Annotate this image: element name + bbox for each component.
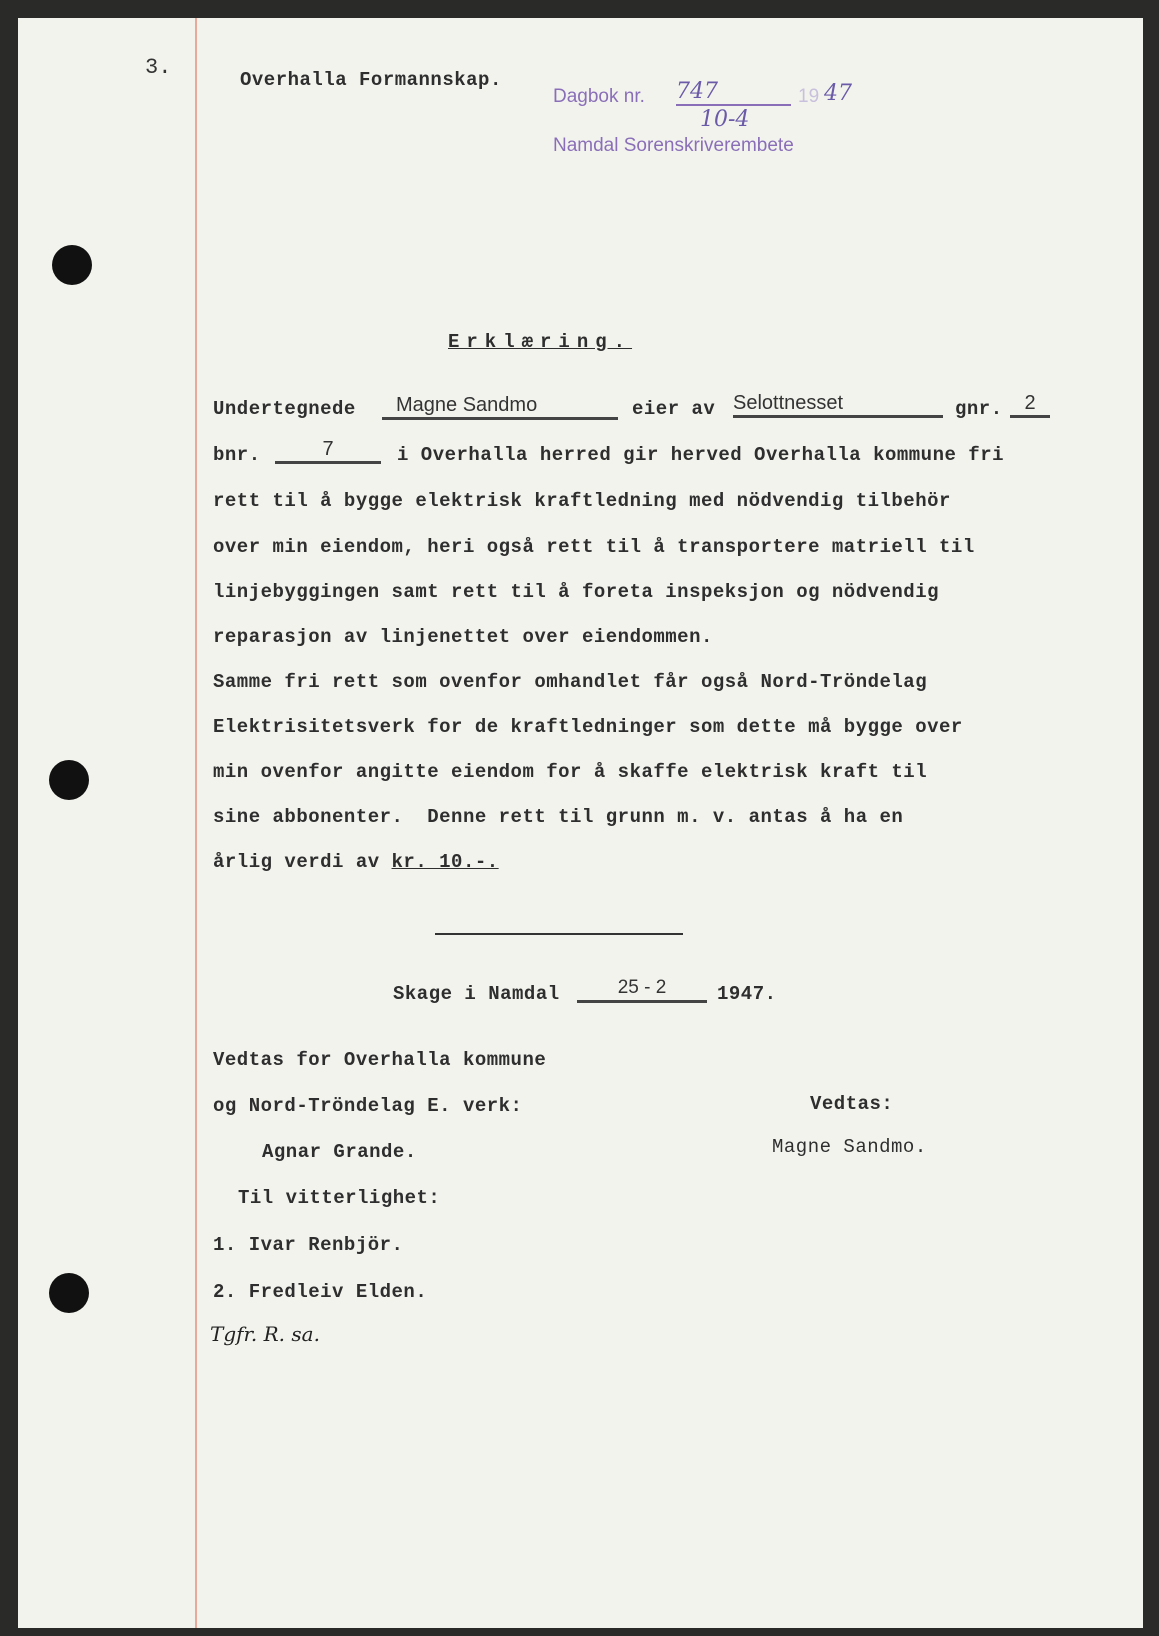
- punch-hole: [52, 245, 92, 285]
- body-line: over min eiendom, heri også rett til å transportere matriell til: [213, 536, 975, 558]
- signatory: Agnar Grande.: [262, 1141, 417, 1163]
- punch-hole: [49, 1273, 89, 1313]
- stamp-year: 47: [824, 81, 852, 106]
- header: Overhalla Formannskap.: [240, 69, 502, 91]
- body-line: i Overhalla herred gir herved Overhalla kommune fri: [397, 444, 1004, 466]
- eier-label: eier av: [632, 398, 716, 420]
- witness: 1. Ivar Renbjör.: [213, 1234, 404, 1256]
- witness-heading: Til vitterlighet:: [238, 1187, 441, 1209]
- right-block-name: Magne Sandmo.: [772, 1136, 927, 1158]
- place: Skage i Namdal: [393, 983, 560, 1005]
- undertegnede-label: Undertegnede: [213, 398, 356, 420]
- body-line: sine abbonenter. Denne rett til grunn m. v. antas å ha en: [213, 806, 904, 828]
- witness: 2. Fredleiv Elden.: [213, 1281, 428, 1303]
- left-block-line: og Nord-Tröndelag E. verk:: [213, 1095, 523, 1117]
- body-line: rett til å bygge elektrisk kraftledning med nödvendig tilbehör: [213, 490, 951, 512]
- bnr-value: 7: [275, 437, 381, 464]
- left-block-line: Vedtas for Overhalla kommune: [213, 1049, 547, 1071]
- value-amount: kr. 10.-.: [391, 851, 499, 873]
- body-line: min ovenfor angitte eiendom for å skaffe elektrisk kraft til: [213, 761, 928, 783]
- owner-name: Magne Sandmo: [382, 393, 618, 420]
- body-line: reparasjon av linjenettet over eiendommen.: [213, 626, 713, 648]
- document-title: Erklæring.: [448, 331, 633, 353]
- body-line: Samme fri rett som ovenfor omhandlet får også Nord-Tröndelag: [213, 671, 928, 693]
- gnr-value: 2: [1010, 391, 1050, 418]
- gnr-label: gnr.: [955, 398, 1003, 420]
- punch-hole: [49, 760, 89, 800]
- stamp-date: 10-4: [700, 107, 750, 132]
- bnr-label: bnr.: [213, 444, 261, 466]
- value-line: [213, 850, 499, 874]
- right-block-label: Vedtas:: [810, 1093, 894, 1115]
- property-name: Selottnesset: [733, 391, 943, 418]
- date: 25 - 2: [577, 976, 707, 1003]
- value-prefix: årlig verdi av: [213, 851, 392, 873]
- stamp-number: 747: [676, 80, 791, 106]
- stamp-year-prefix: 19: [798, 86, 820, 107]
- handwritten-note: Tgfr. R. sa.: [210, 1322, 320, 1346]
- body-line: linjebyggingen samt rett til å foreta inspeksjon og nödvendig: [213, 581, 940, 603]
- page-number: 3.: [145, 55, 172, 80]
- year: 1947.: [717, 983, 777, 1005]
- stamp-office: Namdal Sorenskriverembete: [553, 135, 794, 156]
- separator-line: [435, 933, 683, 935]
- margin-line: [195, 18, 197, 1628]
- stamp-label: Dagbok nr.: [553, 86, 645, 107]
- body-line: Elektrisitetsverk for de kraftledninger som dette må bygge over: [213, 716, 963, 738]
